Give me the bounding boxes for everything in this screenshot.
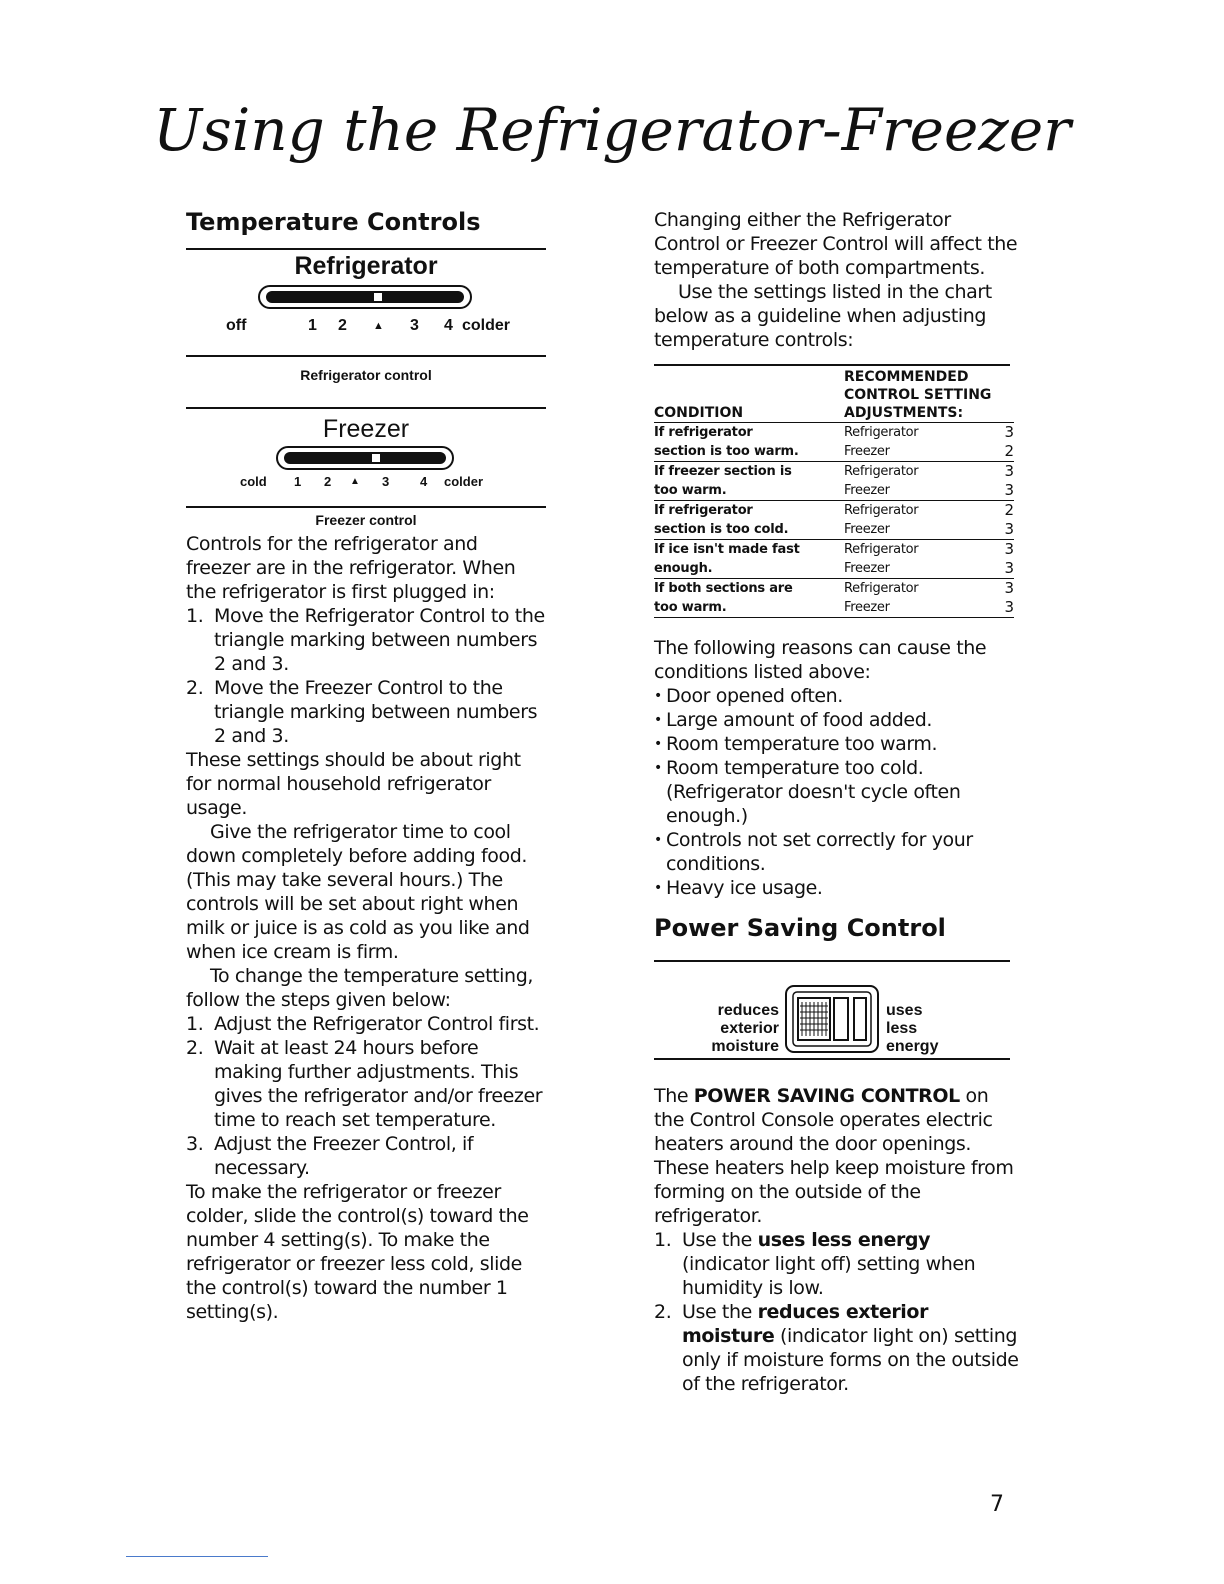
power-saving-switch-icon [784, 982, 880, 1056]
reduces-moisture-label: reduces exterior moisture [711, 1002, 779, 1055]
list-item: 3. Adjust the Freezer Control, if necessary. [186, 1133, 474, 1179]
divider [186, 407, 546, 409]
list-item: • Large amount of food added. [654, 709, 932, 731]
header-condition: CONDITION [654, 368, 844, 423]
list-item: • Door opened often. [654, 685, 843, 707]
condition-cell: If refrigerator [654, 423, 844, 443]
power-saving-heading: Power Saving Control [654, 914, 946, 942]
bullet-icon: • [654, 736, 662, 752]
condition-cell: section is too warm. [654, 444, 799, 459]
paragraph: Controls for the refrigerator and freezer are in the refrigerator. When the refrigerator is first plugged in: [186, 533, 516, 603]
list-item: 1. Move the Refrigerator Control to the triangle marking between numbers 2 and 3. [186, 605, 545, 675]
refrigerator-slider-track [258, 285, 472, 309]
uses-less-energy-label: uses less energy [886, 1002, 939, 1055]
value-cell: 3 [1004, 559, 1014, 577]
triangle-marker-icon: ▲ [350, 476, 360, 487]
value-cell: 3 [984, 540, 1014, 560]
scale-colder-label: colder [444, 474, 484, 489]
setting-cell: Freezer [844, 444, 890, 459]
divider [186, 248, 546, 250]
setting-cell: Freezer [844, 598, 984, 618]
change-steps-list [186, 1012, 546, 1180]
value-cell: 2 [1004, 442, 1014, 460]
refrigerator-control-caption: Refrigerator control [300, 367, 432, 383]
list-item: 1. Use the uses less energy (indicator light off) setting when humidity is low. [654, 1229, 976, 1299]
left-body-text [186, 532, 546, 1324]
refrigerator-label: Refrigerator [294, 252, 438, 280]
table-row [654, 598, 1014, 618]
header-recommended: RECOMMENDED CONTROL SETTING ADJUSTMENTS: [844, 368, 1014, 423]
paragraph: The following reasons can cause the conditions listed above: [654, 637, 987, 683]
freezer-scale [186, 474, 546, 494]
divider [654, 1058, 1010, 1060]
bullet-icon: • [654, 688, 662, 704]
setting-cell: Freezer [844, 561, 890, 576]
table-header-row [654, 368, 1014, 423]
value-cell: 3 [1004, 481, 1014, 499]
triangle-marker-icon: ▲ [373, 320, 384, 332]
condition-cell: too warm. [654, 483, 727, 498]
power-saving-diagram [654, 962, 1019, 1058]
setting-cell: Refrigerator [844, 423, 984, 443]
setting-cell: Refrigerator [844, 462, 984, 482]
divider [186, 506, 546, 508]
value-cell: 2 [984, 501, 1014, 521]
page-number: 7 [990, 1492, 1004, 1517]
value-cell: 3 [984, 579, 1014, 599]
power-saving-text [654, 1084, 1019, 1396]
paragraph: Give the refrigerator time to cool down completely before adding food. (This may take several hours.) The controls will be set about right when milk or juice is as cold as you like and when ice cream is firm. [186, 821, 530, 963]
refrigerator-scale [186, 317, 546, 337]
value-cell: 3 [1004, 520, 1014, 538]
freezer-slider-track [276, 446, 454, 470]
list-item: 1. Adjust the Refrigerator Control first. [186, 1013, 540, 1035]
initial-steps-list [186, 604, 546, 748]
paragraph: Changing either the Refrigerator Control or Freezer Control will affect the temperature of both compartments. [654, 209, 1018, 279]
condition-cell: If freezer section is [654, 462, 844, 482]
condition-cell: enough. [654, 561, 713, 576]
table-row [654, 501, 1014, 521]
table-row [654, 462, 1014, 482]
reasons-list [654, 684, 1019, 900]
scale-number: 3 [382, 474, 390, 489]
table-row [654, 442, 1014, 462]
scale-number: 4 [444, 317, 453, 334]
table-row [654, 540, 1014, 560]
scale-number: 3 [410, 317, 419, 334]
list-item: • Controls not set correctly for your conditions. [654, 829, 973, 875]
freezer-label: Freezer [322, 415, 410, 443]
setting-cell: Freezer [844, 522, 890, 537]
setting-cell: Refrigerator [844, 579, 984, 599]
table-row [654, 423, 1014, 443]
condition-cell: If refrigerator [654, 501, 844, 521]
paragraph: Use the settings listed in the chart below as a guideline when adjusting temperature controls: [654, 281, 992, 351]
refrigerator-control-diagram [186, 252, 546, 383]
scale-cold-label: cold [240, 474, 267, 489]
paragraph: These settings should be about right for normal household refrigerator usage. [186, 749, 521, 819]
scale-number: 4 [420, 474, 428, 489]
value-cell: 3 [984, 598, 1014, 618]
freezer-slider-knob [372, 454, 380, 462]
table-row [654, 559, 1014, 579]
freezer-control-diagram [186, 415, 546, 528]
condition-cell: If both sections are [654, 579, 844, 599]
scale-number: 2 [324, 474, 332, 489]
list-item: 2. Use the reduces exterior moisture (indicator light on) setting only if moisture forms on the outside of the refrigerator. [654, 1301, 1019, 1395]
condition-cell: too warm. [654, 598, 844, 618]
settings-chart-table [654, 368, 1014, 618]
scale-colder-label: colder [462, 317, 511, 334]
value-cell: 3 [984, 423, 1014, 443]
freezer-control-caption: Freezer control [315, 512, 417, 528]
scale-number: 1 [294, 474, 302, 489]
table-row [654, 481, 1014, 501]
setting-cell: Refrigerator [844, 540, 984, 560]
right-intro-text [654, 208, 1019, 352]
refrigerator-slider-knob [374, 293, 382, 301]
list-item: 2. Move the Freezer Control to the triangle marking between numbers 2 and 3. [186, 677, 538, 747]
paragraph: To change the temperature setting, follow the steps given below: [186, 965, 534, 1011]
list-item: • Heavy ice usage. [654, 877, 823, 899]
condition-cell: section is too cold. [654, 522, 789, 537]
setting-cell: Freezer [844, 483, 890, 498]
paragraph: The POWER SAVING CONTROL on the Control Console operates electric heaters around the door openings. These heaters help keep moisture from forming on the outside of the refrigerator. [654, 1085, 1014, 1227]
scale-number: 2 [338, 317, 347, 334]
divider [654, 364, 1010, 366]
footer-line [126, 1556, 268, 1557]
table-row [654, 579, 1014, 599]
list-item: • Room temperature too cold. (Refrigerator doesn't cycle often enough.) [654, 757, 961, 827]
setting-cell: Refrigerator [844, 501, 984, 521]
list-item: 2. Wait at least 24 hours before making further adjustments. This gives the refrigerator and/or freezer time to reach set temperature. [186, 1037, 543, 1131]
left-column [186, 208, 546, 1324]
divider [186, 355, 546, 357]
page-title: Using the Refrigerator-Freezer [153, 96, 1071, 164]
bullet-icon: • [654, 880, 662, 896]
right-column [654, 208, 1019, 1396]
condition-cell: If ice isn't made fast [654, 540, 844, 560]
power-saving-steps-list [654, 1228, 1019, 1396]
value-cell: 3 [984, 462, 1014, 482]
table-row [654, 520, 1014, 540]
temperature-controls-heading: Temperature Controls [186, 208, 481, 236]
list-item: • Room temperature too warm. [654, 733, 938, 755]
refrigerator-slider [186, 283, 546, 311]
paragraph: To make the refrigerator or freezer colder, slide the control(s) toward the number 4 setting(s). To make the refrigerator or freezer less cold, slide the control(s) toward the number 1 setting(s). [186, 1181, 529, 1323]
scale-off-label: off [226, 317, 247, 334]
bullet-icon: • [654, 712, 662, 728]
scale-number: 1 [308, 317, 317, 334]
freezer-slider [186, 444, 546, 472]
reasons-text [654, 636, 1019, 900]
bullet-icon: • [654, 832, 662, 848]
bullet-icon: • [654, 760, 662, 776]
